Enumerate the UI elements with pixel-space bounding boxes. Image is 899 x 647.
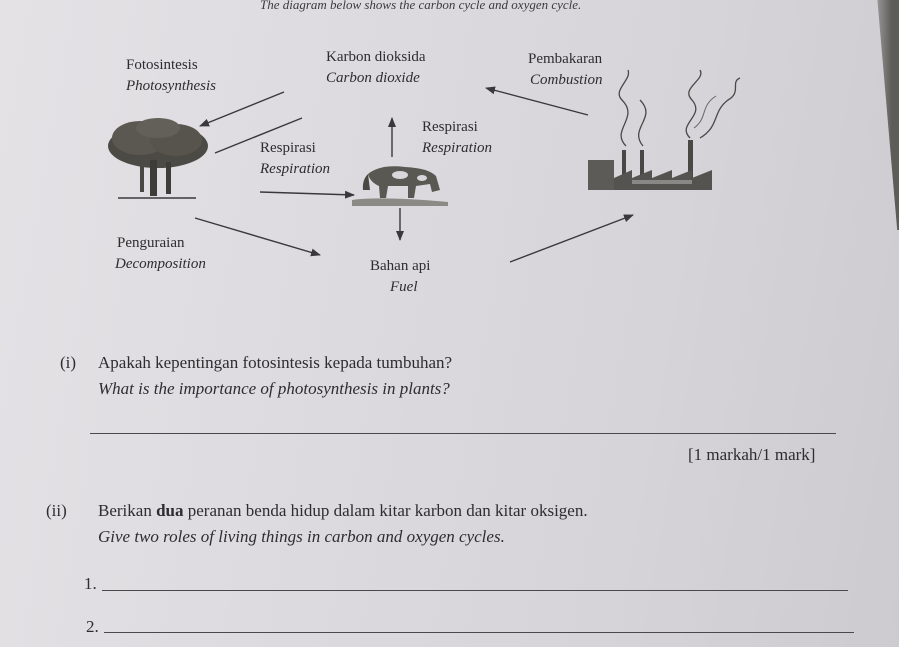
question-i-text-en: What is the importance of photosynthesis in plants? (98, 379, 450, 398)
label-carbon-dioxide-ms: Karbon dioksida (326, 49, 426, 65)
label-decomposition-ms: Penguraian (117, 235, 185, 251)
label-respiration-plant-ms: Respirasi (260, 140, 316, 156)
question-ii-number: (ii) (46, 501, 67, 520)
label-respiration-animal-en: Respiration (422, 140, 492, 156)
label-fuel-en: Fuel (390, 279, 418, 295)
label-decomposition-en: Decomposition (115, 256, 206, 272)
intro-text: The diagram below shows the carbon cycle and oxygen cycle. (260, 0, 582, 12)
label-combustion-en: Combustion (530, 72, 603, 88)
label-combustion-ms: Pembakaran (528, 51, 603, 67)
label-respiration-plant-en: Respiration (260, 161, 330, 177)
label-carbon-dioxide-en: Carbon dioxide (326, 70, 420, 86)
arrow-photosynthesis (200, 92, 284, 126)
tree-icon (108, 118, 208, 198)
label-fuel-ms: Bahan api (370, 258, 431, 274)
label-respiration-animal-ms: Respirasi (422, 119, 478, 135)
answer-line-2[interactable] (104, 632, 854, 633)
label-photosynthesis-en: Photosynthesis (126, 78, 216, 94)
answer-line-i[interactable] (90, 433, 836, 434)
arrow-decomposition (195, 218, 320, 255)
factory-icon (588, 70, 740, 190)
label-photosynthesis-ms: Fotosintesis (126, 57, 198, 73)
answer-line-1[interactable] (102, 590, 848, 591)
arrow-respiration-to-animal (260, 192, 354, 195)
question-i-marks: [1 markah/1 mark] (688, 445, 816, 464)
arrow-fuel-to-factory (510, 215, 633, 262)
arrow-combustion (486, 88, 588, 115)
question-i-number: (i) (60, 353, 77, 372)
cow-icon (352, 166, 448, 206)
question-ii-text-en: Give two roles of living things in carbon and oxygen cycles. (98, 527, 505, 546)
question-i-text-ms: Apakah kepentingan fotosintesis kepada tumbuhan? (98, 353, 453, 372)
answer-1-label: 1. (84, 574, 97, 593)
answer-2-label: 2. (86, 617, 99, 636)
question-ii-text-ms: Berikan dua peranan benda hidup dalam kitar karbon dan kitar oksigen. (98, 501, 588, 520)
